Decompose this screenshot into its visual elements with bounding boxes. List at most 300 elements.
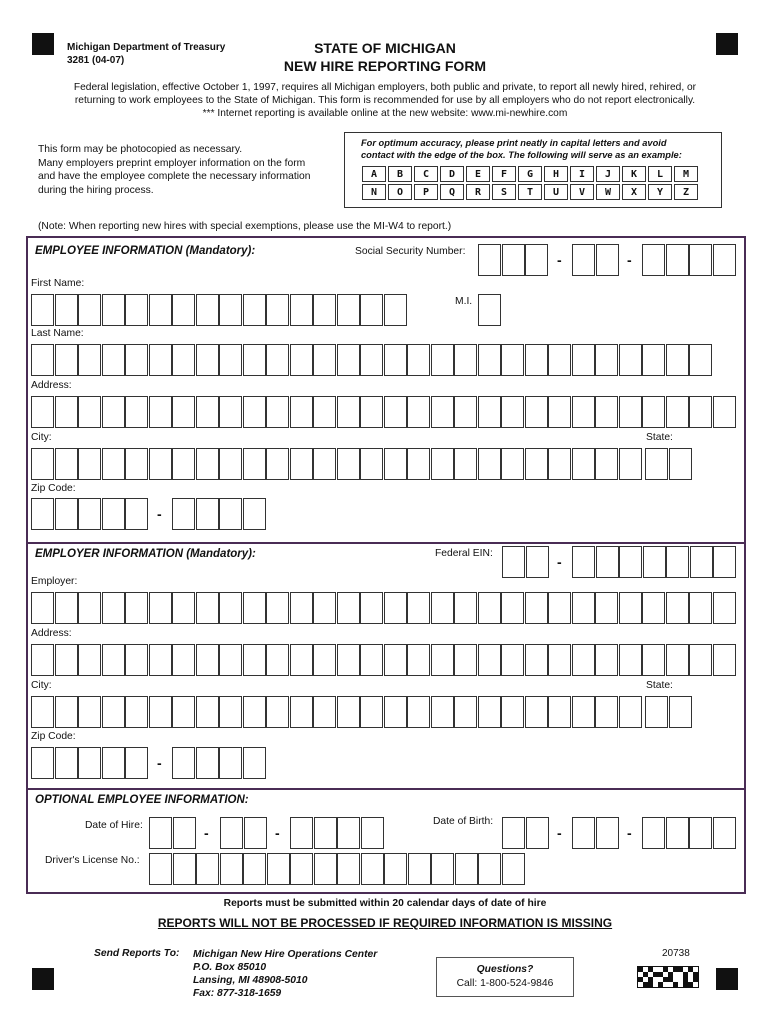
employee-zip4-field[interactable] (172, 498, 266, 530)
char-box[interactable] (243, 747, 266, 779)
char-box[interactable] (31, 294, 54, 326)
char-box[interactable] (125, 448, 148, 480)
ssn-area-field[interactable] (478, 244, 549, 276)
char-box[interactable] (478, 244, 501, 276)
char-box[interactable] (407, 344, 430, 376)
char-box[interactable] (219, 344, 242, 376)
char-box[interactable] (454, 696, 477, 728)
char-box[interactable] (290, 817, 313, 849)
char-box[interactable] (313, 592, 336, 624)
char-box[interactable] (407, 592, 430, 624)
char-box[interactable] (196, 448, 219, 480)
birth-month-field[interactable] (502, 817, 549, 849)
char-box[interactable] (478, 396, 501, 428)
char-box[interactable] (407, 448, 430, 480)
char-box[interactable] (361, 817, 384, 849)
birth-day-field[interactable] (572, 817, 619, 849)
char-box[interactable] (125, 644, 148, 676)
char-box[interactable] (313, 294, 336, 326)
char-box[interactable] (31, 592, 54, 624)
char-box[interactable] (502, 853, 525, 885)
char-box[interactable] (313, 696, 336, 728)
phone-number[interactable]: Call: 1-800-524-9846 (456, 978, 554, 989)
char-box[interactable] (384, 696, 407, 728)
ein-dash: - (557, 554, 562, 570)
char-box[interactable] (266, 644, 289, 676)
char-box[interactable] (595, 592, 618, 624)
char-box[interactable] (219, 644, 242, 676)
char-box[interactable] (384, 853, 407, 885)
char-box[interactable] (125, 344, 148, 376)
form-title: NEW HIRE REPORTING FORM (283, 58, 487, 74)
char-box[interactable] (619, 644, 642, 676)
char-box[interactable] (666, 344, 689, 376)
ein-suffix-field[interactable] (572, 546, 737, 578)
char-box[interactable] (431, 853, 454, 885)
char-box[interactable] (290, 592, 313, 624)
employer-zip-label: Zip Code: (31, 731, 76, 742)
char-box[interactable] (360, 592, 383, 624)
char-box[interactable] (478, 696, 501, 728)
char-box[interactable] (619, 546, 642, 578)
char-box[interactable] (454, 344, 477, 376)
char-box[interactable] (431, 644, 454, 676)
char-box[interactable] (596, 817, 619, 849)
char-box[interactable] (125, 592, 148, 624)
char-box[interactable] (548, 396, 571, 428)
char-box[interactable] (525, 344, 548, 376)
char-box[interactable] (219, 448, 242, 480)
char-box[interactable] (78, 498, 101, 530)
example-letter: Q (440, 184, 464, 200)
char-box[interactable] (55, 644, 78, 676)
char-box[interactable] (290, 344, 313, 376)
char-box[interactable] (431, 696, 454, 728)
char-box[interactable] (525, 448, 548, 480)
employer-zip4-field[interactable] (172, 747, 266, 779)
char-box[interactable] (666, 244, 689, 276)
char-box[interactable] (102, 747, 125, 779)
ein-prefix-field[interactable] (502, 546, 549, 578)
char-box[interactable] (689, 644, 712, 676)
drivers-license-field[interactable] (149, 853, 525, 885)
char-box[interactable] (55, 294, 78, 326)
employer-zip-field[interactable] (31, 747, 149, 779)
char-box[interactable] (689, 244, 712, 276)
char-box[interactable] (243, 644, 266, 676)
char-box[interactable] (196, 344, 219, 376)
char-box[interactable] (526, 546, 549, 578)
ssn-group-field[interactable] (572, 244, 619, 276)
char-box[interactable] (502, 817, 525, 849)
char-box[interactable] (384, 344, 407, 376)
char-box[interactable] (172, 696, 195, 728)
example-letter: D (440, 166, 464, 182)
char-box[interactable] (78, 344, 101, 376)
char-box[interactable] (149, 592, 172, 624)
char-box[interactable] (501, 592, 524, 624)
char-box[interactable] (149, 448, 172, 480)
char-box[interactable] (196, 396, 219, 428)
char-box[interactable] (243, 696, 266, 728)
char-box[interactable] (619, 448, 642, 480)
char-box[interactable] (501, 448, 524, 480)
char-box[interactable] (666, 396, 689, 428)
char-box[interactable] (172, 498, 195, 530)
char-box[interactable] (220, 817, 243, 849)
char-box[interactable] (31, 644, 54, 676)
char-box[interactable] (501, 696, 524, 728)
char-box[interactable] (572, 244, 595, 276)
char-box[interactable] (642, 396, 665, 428)
example-letter: P (414, 184, 438, 200)
char-box[interactable] (595, 696, 618, 728)
char-box[interactable] (454, 448, 477, 480)
char-box[interactable] (243, 294, 266, 326)
char-box[interactable] (219, 294, 242, 326)
char-box[interactable] (173, 817, 196, 849)
char-box[interactable] (407, 696, 430, 728)
char-box[interactable] (31, 498, 54, 530)
employee-zip-field[interactable] (31, 498, 149, 530)
char-box[interactable] (360, 294, 383, 326)
char-box[interactable] (290, 396, 313, 428)
char-box[interactable] (243, 344, 266, 376)
char-box[interactable] (525, 592, 548, 624)
char-box[interactable] (78, 592, 101, 624)
char-box[interactable] (548, 344, 571, 376)
char-box[interactable] (619, 592, 642, 624)
char-box[interactable] (572, 344, 595, 376)
hire-month-field[interactable] (149, 817, 196, 849)
char-box[interactable] (78, 448, 101, 480)
char-box[interactable] (172, 644, 195, 676)
char-box[interactable] (619, 696, 642, 728)
char-box[interactable] (713, 244, 736, 276)
char-box[interactable] (313, 396, 336, 428)
char-box[interactable] (337, 344, 360, 376)
char-box[interactable] (572, 696, 595, 728)
char-box[interactable] (31, 696, 54, 728)
char-box[interactable] (713, 592, 736, 624)
example-letter: L (648, 166, 672, 182)
employee-section-title: EMPLOYEE INFORMATION (Mandatory): (35, 245, 256, 257)
char-box[interactable] (384, 396, 407, 428)
char-box[interactable] (454, 396, 477, 428)
char-box[interactable] (645, 448, 668, 480)
char-box[interactable] (360, 344, 383, 376)
employer-state-field[interactable] (645, 696, 692, 728)
char-box[interactable] (337, 817, 360, 849)
char-box[interactable] (196, 498, 219, 530)
char-box[interactable] (290, 853, 313, 885)
char-box[interactable] (360, 448, 383, 480)
char-box[interactable] (172, 747, 195, 779)
char-box[interactable] (78, 294, 101, 326)
char-box[interactable] (645, 696, 668, 728)
char-box[interactable] (55, 344, 78, 376)
char-box[interactable] (669, 696, 692, 728)
char-box[interactable] (689, 396, 712, 428)
char-box[interactable] (102, 448, 125, 480)
char-box[interactable] (408, 853, 431, 885)
char-box[interactable] (243, 396, 266, 428)
char-box[interactable] (149, 344, 172, 376)
last-name-field[interactable] (31, 344, 713, 376)
char-box[interactable] (666, 644, 689, 676)
char-box[interactable] (478, 294, 501, 326)
char-box[interactable] (125, 498, 148, 530)
char-box[interactable] (337, 592, 360, 624)
char-box[interactable] (548, 696, 571, 728)
char-box[interactable] (55, 448, 78, 480)
char-box[interactable] (337, 696, 360, 728)
char-box[interactable] (290, 696, 313, 728)
char-box[interactable] (313, 448, 336, 480)
char-box[interactable] (572, 546, 595, 578)
char-box[interactable] (266, 448, 289, 480)
char-box[interactable] (595, 344, 618, 376)
char-box[interactable] (384, 644, 407, 676)
char-box[interactable] (219, 592, 242, 624)
char-box[interactable] (172, 592, 195, 624)
char-box[interactable] (266, 344, 289, 376)
char-box[interactable] (384, 294, 407, 326)
char-box[interactable] (361, 853, 384, 885)
char-box[interactable] (525, 396, 548, 428)
char-box[interactable] (572, 396, 595, 428)
char-box[interactable] (313, 344, 336, 376)
char-box[interactable] (196, 644, 219, 676)
char-box[interactable] (689, 592, 712, 624)
char-box[interactable] (102, 696, 125, 728)
char-box[interactable] (196, 294, 219, 326)
form-number: 3281 (04-07) (67, 55, 125, 66)
char-box[interactable] (102, 498, 125, 530)
send-reports-label: Send Reports To: (94, 948, 180, 959)
employer-name-field[interactable] (31, 592, 736, 624)
char-box[interactable] (642, 344, 665, 376)
char-box[interactable] (337, 396, 360, 428)
employer-address-label: Address: (31, 628, 72, 639)
char-box[interactable] (713, 396, 736, 428)
char-box[interactable] (266, 294, 289, 326)
char-box[interactable] (431, 344, 454, 376)
char-box[interactable] (407, 396, 430, 428)
char-box[interactable] (337, 644, 360, 676)
char-box[interactable] (31, 448, 54, 480)
char-box[interactable] (31, 344, 54, 376)
char-box[interactable] (619, 396, 642, 428)
char-box[interactable] (360, 696, 383, 728)
char-box[interactable] (78, 696, 101, 728)
char-box[interactable] (431, 592, 454, 624)
char-box[interactable] (31, 747, 54, 779)
char-box[interactable] (172, 448, 195, 480)
char-box[interactable] (713, 644, 736, 676)
char-box[interactable] (642, 592, 665, 624)
char-box[interactable] (266, 396, 289, 428)
first-name-field[interactable] (31, 294, 407, 326)
char-box[interactable] (548, 592, 571, 624)
char-box[interactable] (596, 546, 619, 578)
char-box[interactable] (384, 448, 407, 480)
char-box[interactable] (55, 498, 78, 530)
employer-address-field[interactable] (31, 644, 736, 676)
char-box[interactable] (55, 592, 78, 624)
char-box[interactable] (478, 853, 501, 885)
char-box[interactable] (572, 448, 595, 480)
char-box[interactable] (690, 546, 713, 578)
char-box[interactable] (196, 747, 219, 779)
char-box[interactable] (666, 817, 689, 849)
char-box[interactable] (525, 696, 548, 728)
char-box[interactable] (55, 396, 78, 428)
char-box[interactable] (196, 696, 219, 728)
char-box[interactable] (596, 244, 619, 276)
char-box[interactable] (149, 696, 172, 728)
char-box[interactable] (102, 396, 125, 428)
char-box[interactable] (407, 644, 430, 676)
char-box[interactable] (55, 747, 78, 779)
char-box[interactable] (526, 817, 549, 849)
char-box[interactable] (525, 644, 548, 676)
char-box[interactable] (689, 817, 712, 849)
char-box[interactable] (244, 817, 267, 849)
char-box[interactable] (454, 644, 477, 676)
employer-name-label: Employer: (31, 576, 78, 587)
char-box[interactable] (125, 294, 148, 326)
char-box[interactable] (548, 448, 571, 480)
char-box[interactable] (501, 344, 524, 376)
char-box[interactable] (172, 396, 195, 428)
char-box[interactable] (243, 592, 266, 624)
char-box[interactable] (454, 592, 477, 624)
char-box[interactable] (55, 696, 78, 728)
char-box[interactable] (595, 644, 618, 676)
char-box[interactable] (666, 592, 689, 624)
char-box[interactable] (502, 244, 525, 276)
char-box[interactable] (360, 644, 383, 676)
char-box[interactable] (243, 853, 266, 885)
char-box[interactable] (669, 448, 692, 480)
birth-year-field[interactable] (642, 817, 736, 849)
char-box[interactable] (314, 817, 337, 849)
char-box[interactable] (149, 396, 172, 428)
char-box[interactable] (149, 644, 172, 676)
char-box[interactable] (431, 396, 454, 428)
char-box[interactable] (290, 448, 313, 480)
char-box[interactable] (713, 817, 736, 849)
char-box[interactable] (102, 592, 125, 624)
char-box[interactable] (642, 244, 665, 276)
char-box[interactable] (219, 696, 242, 728)
char-box[interactable] (219, 396, 242, 428)
char-box[interactable] (713, 546, 736, 578)
char-box[interactable] (266, 592, 289, 624)
char-box[interactable] (149, 294, 172, 326)
char-box[interactable] (501, 396, 524, 428)
char-box[interactable] (666, 546, 689, 578)
char-box[interactable] (502, 546, 525, 578)
char-box[interactable] (173, 853, 196, 885)
char-box[interactable] (313, 644, 336, 676)
char-box[interactable] (501, 644, 524, 676)
char-box[interactable] (337, 853, 360, 885)
char-box[interactable] (290, 644, 313, 676)
ssn-serial-field[interactable] (642, 244, 736, 276)
char-box[interactable] (314, 853, 337, 885)
char-box[interactable] (267, 853, 290, 885)
char-box[interactable] (431, 448, 454, 480)
char-box[interactable] (337, 294, 360, 326)
char-box[interactable] (572, 817, 595, 849)
char-box[interactable] (196, 592, 219, 624)
employee-state-field[interactable] (645, 448, 692, 480)
char-box[interactable] (219, 747, 242, 779)
char-box[interactable] (243, 448, 266, 480)
char-box[interactable] (642, 644, 665, 676)
char-box[interactable] (102, 344, 125, 376)
char-box[interactable] (478, 448, 501, 480)
char-box[interactable] (78, 396, 101, 428)
char-box[interactable] (149, 853, 172, 885)
char-box[interactable] (595, 448, 618, 480)
char-box[interactable] (337, 448, 360, 480)
middle-initial-field[interactable] (478, 294, 502, 326)
char-box[interactable] (219, 498, 242, 530)
char-box[interactable] (102, 644, 125, 676)
char-box[interactable] (196, 853, 219, 885)
char-box[interactable] (125, 747, 148, 779)
char-box[interactable] (78, 747, 101, 779)
hire-year-field[interactable] (290, 817, 384, 849)
char-box[interactable] (525, 244, 548, 276)
char-box[interactable] (619, 344, 642, 376)
char-box[interactable] (595, 396, 618, 428)
char-box[interactable] (478, 644, 501, 676)
char-box[interactable] (125, 696, 148, 728)
hire-day-field[interactable] (220, 817, 267, 849)
char-box[interactable] (572, 644, 595, 676)
char-box[interactable] (455, 853, 478, 885)
char-box[interactable] (149, 817, 172, 849)
char-box[interactable] (31, 396, 54, 428)
char-box[interactable] (478, 592, 501, 624)
char-box[interactable] (125, 396, 148, 428)
char-box[interactable] (478, 344, 501, 376)
employer-zip-dash: - (157, 755, 162, 771)
char-box[interactable] (220, 853, 243, 885)
employer-city-field[interactable] (31, 696, 642, 728)
char-box[interactable] (642, 817, 665, 849)
char-box[interactable] (572, 592, 595, 624)
char-box[interactable] (243, 498, 266, 530)
char-box[interactable] (548, 644, 571, 676)
char-box[interactable] (360, 396, 383, 428)
employee-address-field[interactable] (31, 396, 736, 428)
char-box[interactable] (102, 294, 125, 326)
char-box[interactable] (689, 344, 712, 376)
char-box[interactable] (290, 294, 313, 326)
employee-city-field[interactable] (31, 448, 642, 480)
char-box[interactable] (172, 344, 195, 376)
char-box[interactable] (172, 294, 195, 326)
char-box[interactable] (78, 644, 101, 676)
char-box[interactable] (643, 546, 666, 578)
char-box[interactable] (266, 696, 289, 728)
char-box[interactable] (384, 592, 407, 624)
